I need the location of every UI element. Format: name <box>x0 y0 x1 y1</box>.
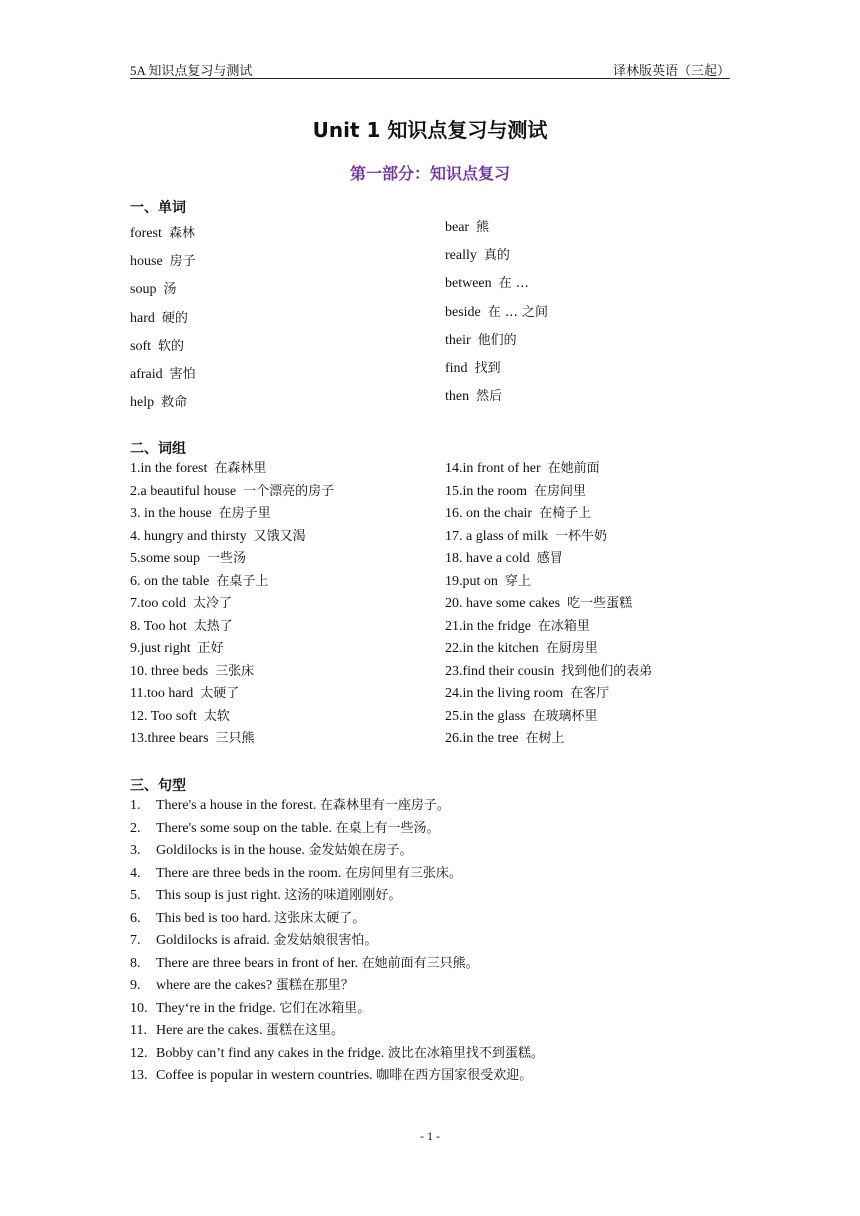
sentence-chinese: 金发姑娘在房子。 <box>308 843 413 858</box>
list-item <box>130 728 334 751</box>
sentence-item <box>130 818 544 841</box>
entry-chinese: 在森林里 <box>214 461 267 476</box>
entry-chinese: 吃一些蛋糕 <box>567 596 633 611</box>
entry-chinese: 在桌子上 <box>216 573 269 589</box>
list-item <box>130 333 196 361</box>
list-item <box>445 270 548 298</box>
sentence-number: 9. <box>130 978 141 993</box>
entry-chinese: 太热了 <box>193 618 233 634</box>
sentence-item <box>130 840 544 863</box>
entry-chinese: 在客厅 <box>570 686 610 701</box>
entry-english: 19.put on <box>445 573 498 589</box>
sentence-chinese: 这汤的味道刚刚好。 <box>284 888 402 903</box>
list-item <box>445 383 548 411</box>
entry-chinese: 在冰箱里 <box>537 618 590 634</box>
list-item <box>445 593 652 616</box>
sentence-chinese: 在桌上有一些汤。 <box>335 820 440 836</box>
entry-english: 9.just right <box>130 641 191 656</box>
list-item <box>445 481 652 504</box>
entry-english: 20. have some cakes <box>445 596 561 611</box>
entry-english: 25.in the glass <box>445 708 526 724</box>
phrases-right-column <box>445 458 652 751</box>
sentence-english: This bed is too hard. <box>156 910 271 926</box>
list-item <box>445 503 652 526</box>
entry-chinese: 太冷了 <box>193 596 233 611</box>
entry-chinese: 害怕 <box>169 366 196 382</box>
entry-english: bear <box>445 220 470 235</box>
sentences-list <box>130 795 544 1088</box>
list-item <box>130 526 334 549</box>
sentence-item <box>130 930 544 953</box>
entry-english: house <box>130 254 163 270</box>
sentence-number: 13. <box>130 1068 148 1083</box>
words-left-column <box>130 220 196 417</box>
entry-english: 26.in the tree <box>445 731 519 746</box>
sentence-english: where are the cakes? <box>156 978 273 993</box>
entry-english: really <box>445 248 477 264</box>
entry-english: beside <box>445 304 481 320</box>
list-item <box>130 305 196 333</box>
section-phrases-heading: 二、词组 <box>130 441 186 457</box>
sentence-item <box>130 998 544 1021</box>
list-item <box>130 481 334 504</box>
sentence-chinese: 在她前面有三只熊。 <box>361 955 479 971</box>
entry-english: then <box>445 389 470 405</box>
section-sentences-heading: 三、句型 <box>130 778 186 794</box>
sentence-english: Goldilocks is afraid. <box>156 933 270 948</box>
entry-english: 7.too cold <box>130 596 186 611</box>
entry-chinese: 森林 <box>168 226 195 241</box>
sentence-number: 8. <box>130 955 141 971</box>
entry-english: soft <box>130 338 151 354</box>
sentence-chinese: 波比在冰箱里找不到蛋糕。 <box>387 1045 544 1061</box>
header-right: 译林版英语（三起） <box>612 63 730 78</box>
entry-chinese: 软的 <box>158 338 185 354</box>
entry-chinese: 汤 <box>163 282 177 298</box>
entry-english: 6. on the table <box>130 573 210 589</box>
list-item <box>445 706 652 729</box>
sentence-chinese: 在森林里有一座房子。 <box>319 798 450 813</box>
entry-english: 16. on the chair <box>445 506 533 521</box>
sentence-chinese: 它们在冰箱里。 <box>279 1000 371 1016</box>
sentence-chinese: 金发姑娘很害怕。 <box>273 933 378 948</box>
list-item <box>445 299 548 327</box>
entry-chinese: 三只熊 <box>215 731 255 746</box>
words-right-column <box>445 214 548 411</box>
entry-chinese: 救命 <box>161 395 188 411</box>
list-item <box>130 248 196 276</box>
sentence-chinese: 在房间里有三张床。 <box>344 865 462 881</box>
page-subtitle: 第一部分：知识点复习 <box>349 164 510 183</box>
entry-english: find <box>445 360 468 376</box>
sentence-item <box>130 953 544 976</box>
entry-english: afraid <box>130 366 163 382</box>
sentence-item <box>130 1065 544 1088</box>
sentence-number: 5. <box>130 888 141 903</box>
entry-english: 22.in the kitchen <box>445 641 539 656</box>
list-item <box>130 361 196 389</box>
list-item <box>130 389 196 417</box>
entry-english: 5.some soup <box>130 551 200 566</box>
entry-english: forest <box>130 226 162 241</box>
entry-chinese: 在房子里 <box>218 506 271 521</box>
sentence-number: 2. <box>130 820 141 836</box>
sentence-number: 12. <box>130 1045 148 1061</box>
entry-chinese: 太硬了 <box>200 686 240 701</box>
sentence-chinese: 蛋糕在那里？ <box>275 978 354 993</box>
entry-chinese: 熊 <box>476 220 490 235</box>
list-item <box>445 661 652 684</box>
header-left: 5A 知识点复习与测试 <box>130 63 253 78</box>
page-number: - 1 - <box>420 1129 440 1143</box>
entry-chinese: 正好 <box>197 641 224 656</box>
entry-chinese: 真的 <box>483 248 510 264</box>
list-item <box>130 548 334 571</box>
entry-chinese: 穿上 <box>504 573 531 589</box>
entry-english: between <box>445 276 492 292</box>
sentence-english: Bobby can’t find any cakes in the fridge. <box>156 1045 385 1061</box>
sentence-english: There are three bears in front of her. <box>156 955 359 971</box>
list-item <box>445 683 652 706</box>
entry-english: 2.a beautiful house <box>130 483 237 499</box>
entry-chinese: 感冒 <box>536 551 563 566</box>
entry-chinese: 又饿又渴 <box>253 528 306 544</box>
sentence-english: Here are the cakes. <box>156 1023 263 1038</box>
entry-chinese: 一个漂亮的房子 <box>243 483 335 499</box>
entry-chinese: 在 … <box>498 276 529 292</box>
entry-english: 11.too hard <box>130 686 194 701</box>
list-item <box>130 661 334 684</box>
entry-english: their <box>445 332 471 348</box>
list-item <box>130 616 334 639</box>
list-item <box>130 571 334 594</box>
list-item <box>445 327 548 355</box>
list-item <box>130 706 334 729</box>
list-item <box>130 458 334 481</box>
entry-english: 10. three beds <box>130 663 209 679</box>
entry-chinese: 在玻璃杯里 <box>532 708 598 724</box>
sentence-english: There are three beds in the room. <box>156 865 342 881</box>
list-item <box>130 276 196 304</box>
sentence-chinese: 咖啡在西方国家很受欢迎。 <box>376 1068 533 1083</box>
page-header <box>130 60 730 79</box>
section-words-heading: 一、单词 <box>130 200 186 216</box>
sentence-chinese: 蛋糕在这里。 <box>265 1023 344 1038</box>
entry-chinese: 然后 <box>476 389 503 405</box>
entry-english: 24.in the living room <box>445 686 564 701</box>
entry-english: 12. Too soft <box>130 708 197 724</box>
entry-english: 8. Too hot <box>130 618 187 634</box>
entry-english: 3. in the house <box>130 506 212 521</box>
entry-chinese: 三张床 <box>215 663 255 679</box>
entry-english: help <box>130 395 155 411</box>
list-item <box>130 593 334 616</box>
list-item <box>445 638 652 661</box>
sentence-english: This soup is just right. <box>156 888 281 903</box>
entry-english: 21.in the fridge <box>445 618 531 634</box>
list-item <box>445 728 652 751</box>
sentence-chinese: 这张床太硬了。 <box>274 910 366 926</box>
list-item <box>445 242 548 270</box>
sentence-english: They‘re in the fridge. <box>156 1000 276 1016</box>
list-item <box>445 616 652 639</box>
sentence-english: There's some soup on the table. <box>156 820 332 836</box>
list-item <box>130 220 196 248</box>
entry-english: 4. hungry and thirsty <box>130 528 247 544</box>
entry-english: 14.in front of her <box>445 461 541 476</box>
sentence-number: 3. <box>130 843 141 858</box>
sentence-item <box>130 863 544 886</box>
sentence-number: 6. <box>130 910 141 926</box>
list-item <box>445 458 652 481</box>
sentence-english: Goldilocks is in the house. <box>156 843 305 858</box>
sentence-number: 4. <box>130 865 141 881</box>
phrases-left-column <box>130 458 334 751</box>
entry-chinese: 他们的 <box>477 332 517 348</box>
entry-chinese: 一些汤 <box>207 551 247 566</box>
entry-chinese: 在厨房里 <box>545 641 598 656</box>
sentence-number: 10. <box>130 1000 148 1016</box>
sentence-item <box>130 908 544 931</box>
list-item <box>130 503 334 526</box>
entry-english: soup <box>130 282 157 298</box>
entry-chinese: 在她前面 <box>547 461 600 476</box>
sentence-number: 11. <box>130 1023 147 1038</box>
list-item <box>445 355 548 383</box>
entry-chinese: 太软 <box>203 708 230 724</box>
sentence-english: There's a house in the forest. <box>156 798 317 813</box>
list-item <box>445 214 548 242</box>
list-item <box>445 571 652 594</box>
sentence-number: 1. <box>130 798 141 813</box>
list-item <box>130 638 334 661</box>
sentence-item <box>130 795 544 818</box>
entry-chinese: 在房间里 <box>534 483 587 499</box>
entry-english: hard <box>130 310 155 326</box>
sentence-item <box>130 1020 544 1043</box>
entry-chinese: 找到他们的表弟 <box>561 663 653 679</box>
page-title: Unit 1 知识点复习与测试 <box>312 118 548 142</box>
entry-chinese: 房子 <box>169 254 196 270</box>
sentence-item <box>130 885 544 908</box>
list-item <box>130 683 334 706</box>
sentence-english: Coffee is popular in western countries. <box>156 1068 373 1083</box>
entry-chinese: 在 … 之间 <box>487 304 549 320</box>
entry-chinese: 硬的 <box>161 310 188 326</box>
entry-english: 18. have a cold <box>445 551 530 566</box>
list-item <box>445 526 652 549</box>
list-item <box>445 548 652 571</box>
sentence-item <box>130 975 544 998</box>
entry-chinese: 在椅子上 <box>539 506 592 521</box>
entry-english: 1.in the forest <box>130 461 208 476</box>
entry-chinese: 找到 <box>474 360 501 376</box>
entry-english: 15.in the room <box>445 483 528 499</box>
entry-english: 23.find their cousin <box>445 663 555 679</box>
entry-english: 17. a glass of milk <box>445 528 549 544</box>
entry-chinese: 在树上 <box>525 731 565 746</box>
entry-chinese: 一杯牛奶 <box>555 528 608 544</box>
sentence-number: 7. <box>130 933 141 948</box>
entry-english: 13.three bears <box>130 731 209 746</box>
sentence-item <box>130 1043 544 1066</box>
